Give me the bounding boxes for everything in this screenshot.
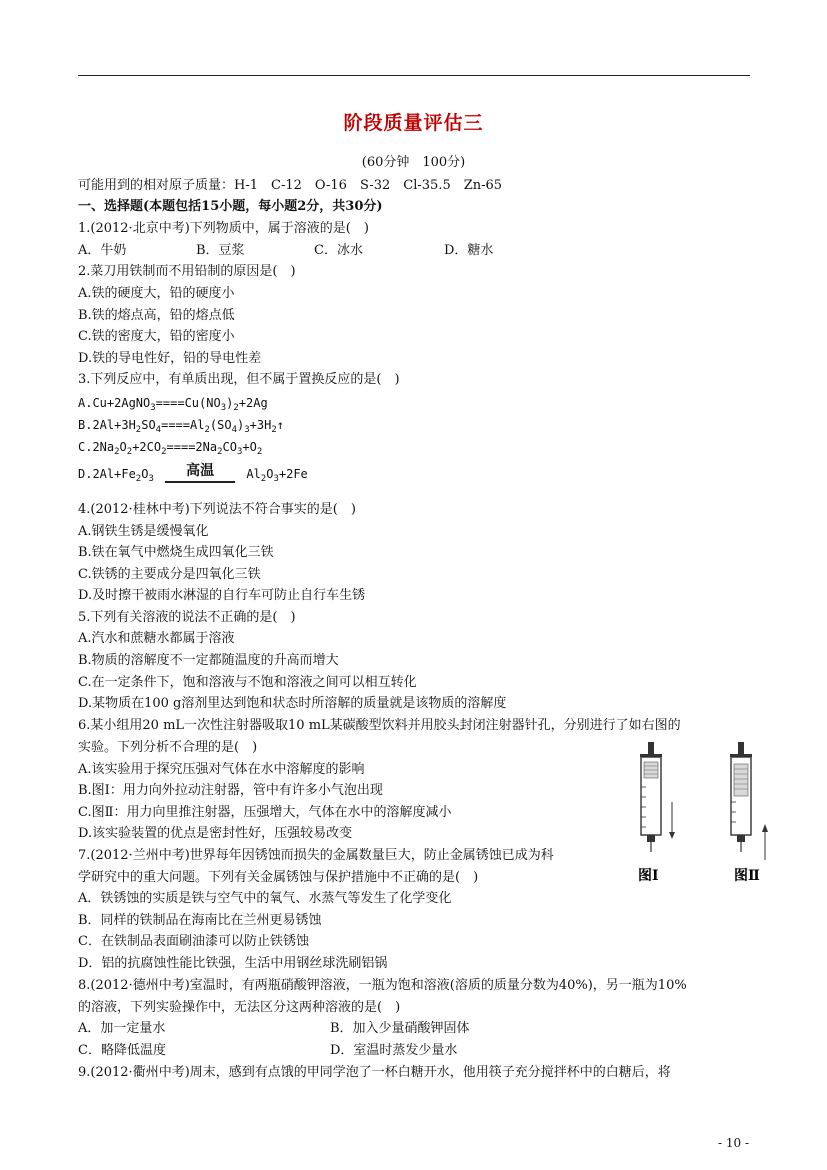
figure-label-two: 图Ⅱ xyxy=(734,868,760,884)
condition-bar xyxy=(165,481,235,483)
syringe-illustration xyxy=(628,742,778,892)
q1-option-a: A．牛奶 xyxy=(78,243,127,258)
syringe-two xyxy=(730,742,768,884)
q6-option-a: A.该实验用于探究压强对气体在水中溶解度的影响 xyxy=(78,762,365,777)
syringe-figure xyxy=(628,742,778,892)
q2-option-c: C.铁的密度大，铅的密度小 xyxy=(78,329,235,344)
q5-option-a: A.汽水和蔗糖水都属于溶液 xyxy=(78,631,235,646)
q1-option-c: C．冰水 xyxy=(314,243,363,258)
q1-stem: 1.(2012·北京中考)下列物质中，属于溶液的是( ) xyxy=(78,221,369,236)
page-title: 阶段质量评估三 xyxy=(343,112,484,134)
q7-option-b: B．同样的铁制品在海南比在兰州更易锈蚀 xyxy=(78,913,322,928)
q5-option-c: C.在一定条件下，饱和溶液与不饱和溶液之间可以相互转化 xyxy=(78,675,417,690)
q8-option-b: B．加入少量硝酸钾固体 xyxy=(330,1021,470,1036)
q3-option-c: $C.2Na_2O_2+2CO_2====2Na_2CO_3+O_2$ xyxy=(78,440,263,457)
q6-stem-line2: 实验。下列分析不合理的是( ) xyxy=(78,740,258,755)
q3-option-d: $D.2Al+Fe_2O_3$ 高温 $Al_2O_3+2Fe$ xyxy=(78,463,308,484)
page-subtitle: (60分钟 100分) xyxy=(361,155,466,170)
q5-option-d: D.某物质在100 g溶剂里达到饱和状态时所溶解的质量就是该物质的溶解度 xyxy=(78,696,507,711)
q8-stem-line1: 8.(2012·德州中考)室温时，有两瓶硝酸钾溶液，一瓶为饱和溶液(溶质的质量分数为40%)，另一瓶为10% xyxy=(78,978,687,993)
q1-option-d: D．糖水 xyxy=(444,243,494,258)
q2-stem: 2.菜刀用铁制而不用铅制的原因是( ) xyxy=(78,264,296,279)
atomic-masses: 可能用到的相对原子质量：H-1 C-12 O-16 S-32 Cl-35.5 Zn-65 xyxy=(78,178,503,193)
q8-options-row1 xyxy=(78,1019,470,1039)
q7-stem-line1: 7.(2012·兰州中考)世界每年因锈蚀而损失的金属数量巨大，防止金属锈蚀已成为科 xyxy=(78,848,554,863)
q7-option-c: C．在铁制品表面刷油漆可以防止铁锈蚀 xyxy=(78,934,309,949)
q8-option-d: D．室温时蒸发少量水 xyxy=(330,1043,458,1058)
q8-options-row2 xyxy=(78,1041,457,1061)
q6-stem-line1: 6.某小组用20 mL一次性注射器吸取10 mL某碳酸型饮料并用胶头封闭注射器针孔，分别进行了如右图的 xyxy=(78,718,681,733)
q7-option-d: D．铝的抗腐蚀性能比铁强，生活中用钢丝球洗刷铝锅 xyxy=(78,956,388,971)
condition-text: 高温 xyxy=(186,463,215,479)
q7-option-a: A．铁锈蚀的实质是铁与空气中的氧气、水蒸气等发生了化学变化 xyxy=(78,891,452,906)
section-heading: 一、选择题(本题包括15小题，每小题2分，共30分) xyxy=(78,199,383,214)
q3-option-a: $A.Cu+2AgNO_3====Cu(NO_3)_2+2Ag$ xyxy=(78,396,268,413)
q4-option-c: C.铁锈的主要成分是四氧化三铁 xyxy=(78,567,261,582)
q8-stem-line2: 的溶液，下列实验操作中，无法区分这两种溶液的是( ) xyxy=(78,1000,401,1015)
header-rule xyxy=(78,75,750,76)
q8-option-c: C．略降低温度 xyxy=(78,1043,166,1058)
q3-stem: 3.下列反应中，有单质出现，但不属于置换反应的是( ) xyxy=(78,372,400,387)
q4-option-a: A.钢铁生锈是缓慢氧化 xyxy=(78,524,209,539)
page-number: - 10 - xyxy=(717,1136,749,1150)
q5-stem: 5.下列有关溶液的说法不正确的是( ) xyxy=(78,610,296,625)
q2-option-a: A.铁的硬度大，铅的硬度小 xyxy=(78,286,235,301)
q9-stem: 9.(2012·衢州中考)周末，感到有点饿的甲同学泡了一杯白糖开水，他用筷子充分搅拌杯中的白糖后，将 xyxy=(78,1065,671,1080)
q6-option-c: C.图Ⅱ：用力向里推注射器，压强增大，气体在水中的溶解度减小 xyxy=(78,805,452,820)
q8-option-a: A．加一定量水 xyxy=(78,1021,166,1036)
syringe-one xyxy=(638,742,675,884)
q4-stem: 4.(2012·桂林中考)下列说法不符合事实的是( ) xyxy=(78,502,356,517)
figure-label-one: 图Ⅰ xyxy=(638,868,659,884)
q5-option-b: B.物质的溶解度不一定都随温度的升高而增大 xyxy=(78,653,339,668)
q6-option-d: D.该实验装置的优点是密封性好，压强较易改变 xyxy=(78,826,353,841)
q3-option-b: $B.2Al+3H_2SO_4====Al_2(SO_4)_3+3H_2↑$ xyxy=(78,418,284,435)
q1-options xyxy=(78,241,493,261)
q2-option-b: B.铁的熔点高，铅的熔点低 xyxy=(78,308,235,323)
q6-option-b: B.图Ⅰ：用力向外拉动注射器，管中有许多小气泡出现 xyxy=(78,783,383,798)
q4-option-d: D.及时擦干被雨水淋湿的自行车可防止自行车生锈 xyxy=(78,588,366,603)
q1-option-b: B．豆浆 xyxy=(196,243,245,258)
q2-option-d: D.铁的导电性好，铅的导电性差 xyxy=(78,351,262,366)
q4-option-b: B.铁在氧气中燃烧生成四氧化三铁 xyxy=(78,545,274,560)
reaction-condition xyxy=(165,464,235,484)
q7-stem-line2: 学研究中的重大问题。下列有关金属锈蚀与保护措施中不正确的是( ) xyxy=(78,870,479,885)
